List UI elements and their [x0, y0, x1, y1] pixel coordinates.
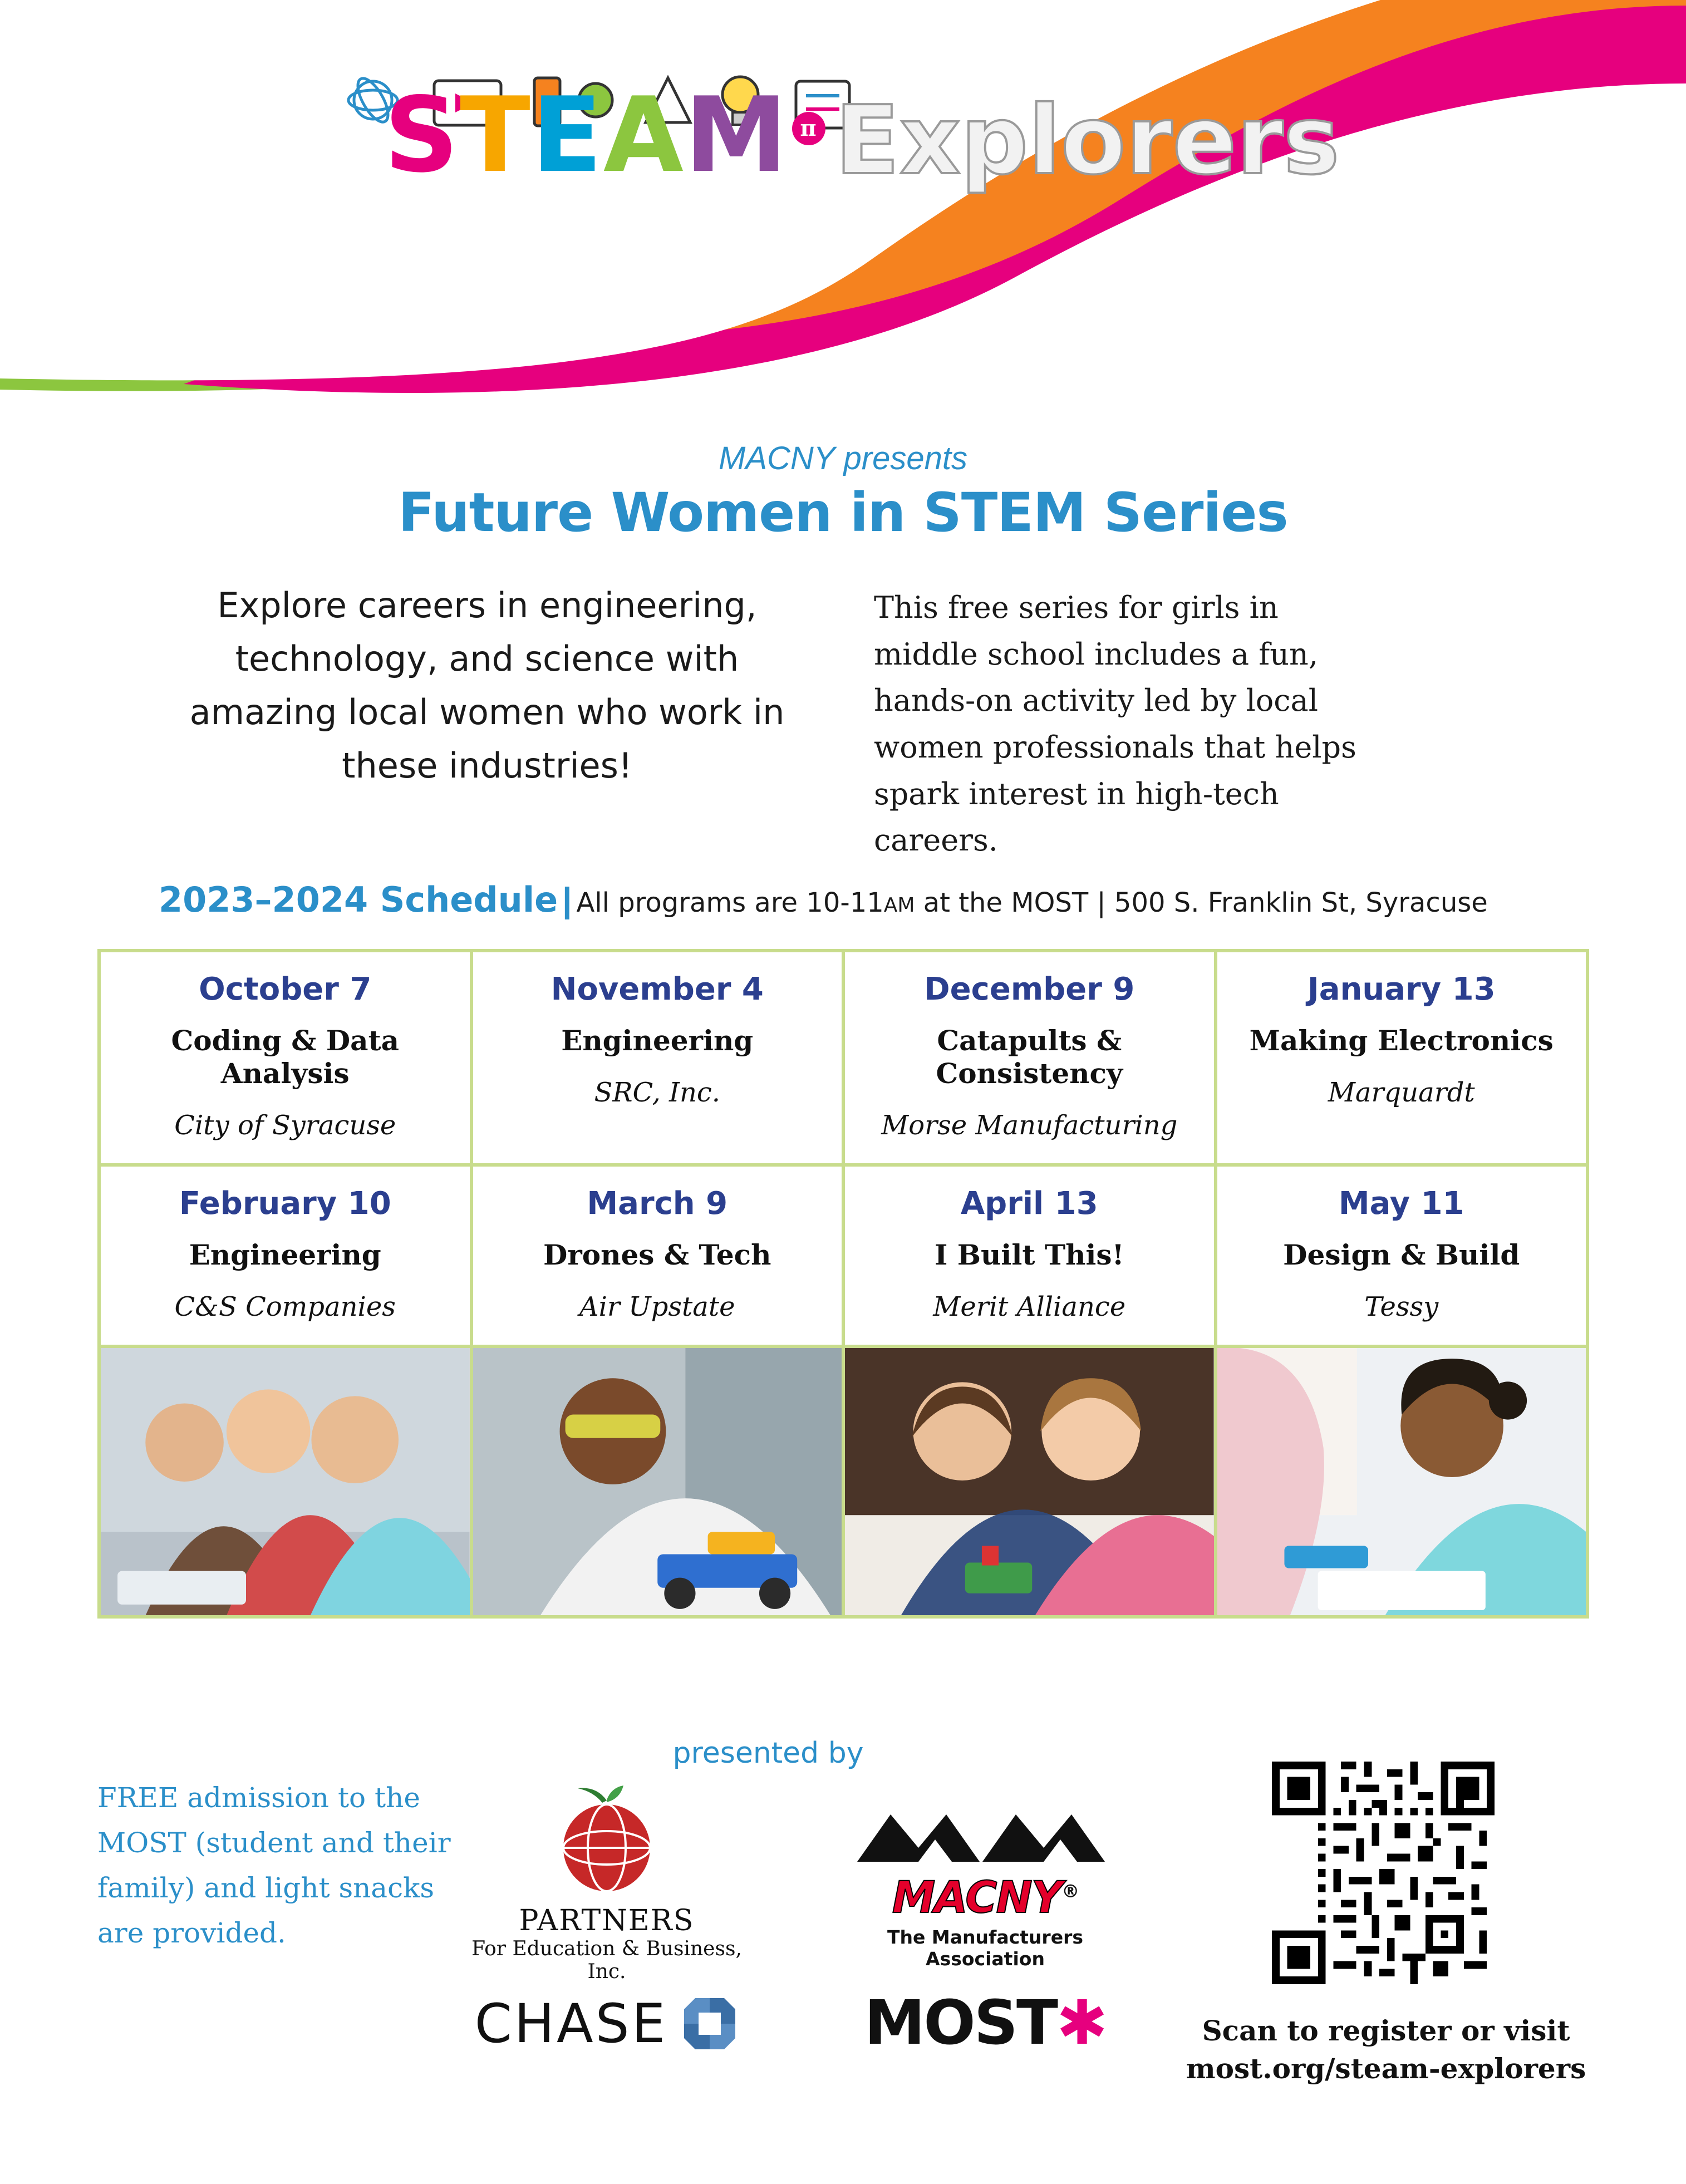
- schedule-heading-divider: |: [562, 881, 572, 919]
- most-logo-text: MOST: [864, 1987, 1057, 2058]
- steam-letter-s: S: [384, 75, 460, 195]
- girl-with-safety-goggles-robotics-photo: [473, 1348, 842, 1615]
- schedule-time-ampm: AM: [883, 894, 915, 917]
- schedule-cell-7: [845, 1167, 1214, 1345]
- intro-paragraph-right: This free series for girls in middle school includes a fun, hands-on activity led by local women professionals that helps spark interest in high-tech careers.: [874, 590, 1356, 858]
- session-org: Marquardt: [1328, 1077, 1475, 1108]
- session-date: February 10: [179, 1186, 391, 1222]
- schedule-cell-6: [473, 1167, 842, 1345]
- macny-registered-mark: ®: [1061, 1881, 1079, 1902]
- most-logo-wordmark: [824, 1987, 1147, 2058]
- session-date: November 4: [550, 971, 764, 1007]
- session-org: C&S Companies: [174, 1291, 396, 1322]
- session-org: Air Upstate: [579, 1291, 735, 1322]
- session-org: Morse Manufacturing: [881, 1110, 1178, 1141]
- photo-art-3: [845, 1348, 1214, 1615]
- schedule-heading-detail: [576, 887, 1487, 918]
- session-org: Tessy: [1364, 1291, 1439, 1322]
- session-topic: Coding & Data Analysis: [171, 1024, 400, 1090]
- pi-symbol-icon: π: [792, 112, 825, 145]
- chase-logo: [440, 1993, 774, 2055]
- schedule-cell-1: [101, 952, 470, 1163]
- photo-art-2: [473, 1348, 842, 1615]
- steam-letter-e: E: [531, 75, 603, 195]
- partners-logo-name: PARTNERS: [519, 1904, 695, 1937]
- header-swoosh-svg: [0, 0, 1686, 401]
- session-topic: Design & Build: [1283, 1238, 1520, 1271]
- steam-letter-t: T: [459, 75, 532, 195]
- partners-logo-subtitle: For Education & Business, Inc.: [471, 1937, 742, 1983]
- girl-writing-at-desk-photo: [1217, 1348, 1586, 1615]
- session-date: December 9: [924, 971, 1135, 1007]
- schedule-heading: [159, 879, 1550, 920]
- free-admission-text: FREE admission to the MOST (student and their family) and light snacks are provided.: [97, 1782, 451, 1949]
- session-topic: Engineering: [561, 1024, 754, 1057]
- chase-octagon-icon: [681, 1995, 739, 2053]
- session-date: March 9: [587, 1186, 728, 1222]
- intro-paragraph-left: Explore careers in engineering, technology, and science with amazing local women who work in these industries!: [189, 585, 785, 786]
- macny-logo: [840, 1809, 1130, 1970]
- schedule-time-prefix: All programs are 10-11: [576, 887, 884, 918]
- girls-at-computer-photo: [101, 1348, 470, 1615]
- qr-caption-line-1: Scan to register or visit: [1202, 2014, 1570, 2047]
- most-logo-star-icon: ✱: [1056, 1987, 1107, 2058]
- session-date: April 13: [960, 1186, 1098, 1222]
- session-topic: I Built This!: [934, 1238, 1124, 1271]
- schedule-cell-4: [1217, 952, 1586, 1163]
- chase-logo-wordmark: CHASE: [474, 1993, 668, 2055]
- qr-caption: [1180, 2012, 1592, 2087]
- macny-logo-text: MACNY: [892, 1873, 1062, 1923]
- session-topic: Making Electronics: [1249, 1024, 1554, 1057]
- photo-art-1: [101, 1348, 470, 1615]
- page-title: Future Women in STEM Series: [398, 481, 1288, 544]
- presenter-line: MACNY presents: [719, 440, 967, 476]
- schedule-cell-8: [1217, 1167, 1586, 1345]
- session-topic: Engineering: [189, 1238, 381, 1271]
- registration-qr-code[interactable]: [1272, 1762, 1495, 1984]
- explorers-wordmark: Explorers: [835, 86, 1340, 196]
- presented-by-label: presented by: [672, 1737, 864, 1770]
- session-org: City of Syracuse: [174, 1110, 396, 1141]
- header-banner-artwork: [0, 0, 1686, 401]
- partners-globe-apple-icon: [523, 1781, 690, 1898]
- schedule-cell-2: [473, 952, 842, 1163]
- schedule-table: [97, 949, 1589, 1619]
- macny-logo-wordmark: [840, 1873, 1130, 1923]
- session-topic: Drones & Tech: [543, 1238, 771, 1271]
- session-topic: Catapults & Consistency: [936, 1024, 1123, 1090]
- steam-letter-m: M: [684, 75, 789, 195]
- schedule-cell-5: [101, 1167, 470, 1345]
- qr-caption-line-2: most.org/steam-explorers: [1186, 2052, 1586, 2085]
- schedule-location: at the MOST | 500 S. Franklin St, Syracuse: [915, 887, 1488, 918]
- session-date: October 7: [199, 971, 372, 1007]
- macny-chevrons-icon: [852, 1809, 1119, 1870]
- schedule-heading-title: 2023–2024 Schedule: [159, 879, 558, 920]
- partners-for-education-business-logo: [462, 1781, 751, 1983]
- qr-code-icon[interactable]: [1272, 1762, 1495, 1984]
- two-girls-building-circuit-photo: [845, 1348, 1214, 1615]
- session-org: SRC, Inc.: [594, 1077, 721, 1108]
- steam-wordmark: [384, 75, 825, 195]
- macny-logo-subtitle: The Manufacturers Association: [887, 1926, 1083, 1970]
- photo-art-4: [1217, 1348, 1586, 1615]
- session-org: Merit Alliance: [933, 1291, 1126, 1322]
- session-date: May 11: [1338, 1186, 1464, 1222]
- steam-letter-a: A: [603, 75, 685, 195]
- session-date: January 13: [1307, 971, 1496, 1007]
- schedule-cell-3: [845, 952, 1214, 1163]
- most-logo: [824, 1987, 1147, 2058]
